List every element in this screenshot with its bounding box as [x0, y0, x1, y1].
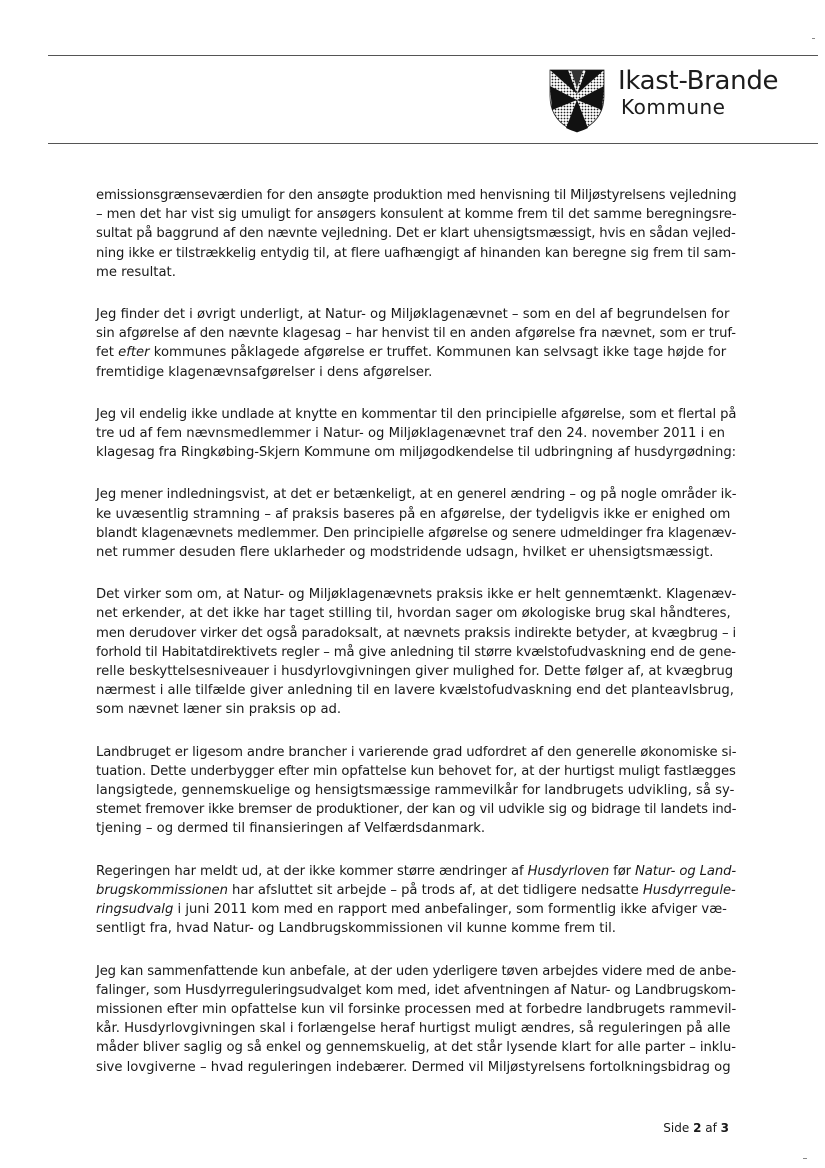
- text-segment: kommunes påklagede afgørelse er truffet. Kommunen kan selvsagt ikke tage højde for: [149, 345, 727, 361]
- text-line: klagesag fra Ringkøbing-Skjern Kommune om miljøgodkendelse til udbringning af husdyrgødning:: [96, 445, 737, 461]
- text-line: relle beskyttelsesniveauer i husdyrlovgivningen giver mulighed for. Dette følger af, at kvægbrug: [96, 664, 734, 680]
- text-line: – men det har vist sig umuligt for ansøgers konsulent at komme frem til det samme beregningsre-: [96, 207, 737, 223]
- body-paragraph: [96, 405, 736, 463]
- logo-subtitle: Kommune: [621, 95, 726, 119]
- body-paragraph: [96, 485, 736, 562]
- scan-mark: [803, 1158, 807, 1159]
- body-paragraph: [96, 862, 736, 939]
- text-line: sive lovgiverne – hvad reguleringen indebærer. Dermed vil Miljøstyrelsens fortolkningsbidrag og: [96, 1059, 731, 1075]
- text-line: me resultat.: [96, 264, 176, 280]
- text-line: tuation. Dette underbygger efter min opfattelse kun behovet for, at der hurtigst muligt fastlægges: [96, 763, 736, 779]
- text-segment: Husdyrregule-: [642, 882, 736, 898]
- text-line: stemet fremover ikke bremser de produktioner, der kan og vil udvikle sig og bidrage til landets ind-: [96, 802, 737, 818]
- text-line: men derudover virker det også paradoksalt, at nævnets praksis indirekte betyder, at kvægbrug – i: [96, 625, 737, 641]
- letter-body: [96, 186, 736, 1100]
- text-line: tre ud af fem nævnsmedlemmer i Natur- og Miljøklagenævnet traf den 24. november 2011 i en: [96, 426, 725, 442]
- text-line: forhold til Habitatdirektivets regler – må give anledning til større kvælstofudvaskning end de gene-: [96, 644, 736, 660]
- text-line: ning ikke er tilstrækkelig entydig til, at flere uafhængigt af hinanden kan beregne sig frem til sam-: [96, 245, 736, 261]
- text-line: som nævnet læner sin praksis op ad.: [96, 702, 342, 718]
- text-segment: fet: [96, 345, 119, 361]
- logo-name: Ikast-Brande: [618, 66, 779, 96]
- text-line: Jeg kan sammenfattende kun anbefale, at der uden yderligere tøven arbejdes videre med de anbe-: [96, 963, 736, 979]
- text-line: sultat på baggrund af den nævnte vejledning. Det er klart uhensigtsmæssigt, hvis en sådan vejled-: [96, 226, 736, 242]
- text-segment: efter: [118, 345, 150, 361]
- text-segment: brugskommissionen: [96, 882, 228, 898]
- text-segment: før: [609, 863, 636, 879]
- header-rule-bottom: [48, 143, 818, 144]
- text-line: [96, 881, 736, 900]
- text-line: net erkender, at det ikke har taget stilling til, hvordan sager om økologiske brug skal håndteres,: [96, 606, 731, 622]
- text-segment: ringsudvalg: [96, 902, 174, 918]
- text-line: Det virker som om, at Natur- og Miljøklagenævnets praksis ikke er helt gennemtænkt. Klagenæv-: [96, 587, 737, 603]
- body-paragraph: [96, 743, 736, 839]
- body-paragraph: [96, 186, 736, 282]
- body-paragraph: [96, 962, 736, 1077]
- text-segment: Natur- og Land-: [635, 863, 736, 879]
- text-line: blandt klagenævnets medlemmer. Den principielle afgørelse og senere udmeldinger fra klagenæv-: [96, 525, 737, 541]
- page-number-middle: af: [701, 1121, 721, 1135]
- text-line: måder bliver saglig og så enkel og gennemskuelig, at det står lysende klart for alle parter – inklu-: [96, 1040, 737, 1056]
- scan-mark: [812, 38, 815, 39]
- page-number-prefix: Side: [663, 1121, 694, 1135]
- text-line: Jeg finder det i øvrigt underligt, at Natur- og Miljøklagenævnet – som en del af begrundelsen for: [96, 307, 730, 323]
- coat-of-arms-logo: [548, 66, 606, 134]
- text-segment: har afsluttet sit arbejde – på trods af, at det tidligere nedsatte: [227, 882, 643, 898]
- page-number: [663, 1121, 729, 1135]
- header-rule-top: [48, 55, 818, 56]
- text-line: tjening – og dermed til finansieringen af Velfærdsdanmark.: [96, 821, 486, 837]
- page-number-total: 3: [720, 1121, 729, 1135]
- text-line: langsigtede, gennemskuelige og hensigtsmæssige rammevilkår for landbrugets udvikling, så sy-: [96, 783, 735, 799]
- text-segment: Husdyrloven: [527, 863, 610, 879]
- text-line: [96, 343, 736, 362]
- body-paragraph: [96, 305, 736, 382]
- text-segment: Regeringen har meldt ud, at der ikke kommer større ændringer af: [96, 863, 528, 879]
- text-line: missionen efter min opfattelse kun vil forsinke processen med at forbedre landbrugets rammevil-: [96, 1001, 737, 1017]
- text-line: ke uvæsentlig stramning – af praksis baseres på en afgørelse, der tydeligvis ikke er enighed om: [96, 506, 731, 522]
- text-line: emissionsgrænseværdien for den ansøgte produktion med henvisning til Miljøstyrelsens vejledning: [96, 188, 737, 203]
- text-line: [96, 862, 736, 881]
- text-line: Jeg mener indledningsvist, at det er betænkeligt, at en generel ændring – og på nogle områder ik-: [96, 487, 737, 503]
- page-number-current: 2: [693, 1121, 702, 1135]
- text-line: sin afgørelse af den nævnte klagesag – har henvist til en anden afgørelse fra nævnet, som er truf-: [96, 326, 736, 342]
- text-line: falinger, som Husdyrreguleringsudvalget kom med, idet afventningen af Natur- og Landbrugskom-: [96, 982, 736, 998]
- text-segment: i juni 2011 kom med en rapport med anbefalinger, som formentlig ikke afviger væ-: [173, 902, 727, 918]
- text-line: fremtidige klagenævnsafgørelser i dens afgørelser.: [96, 364, 433, 380]
- body-paragraph: [96, 585, 736, 719]
- text-line: Jeg vil endelig ikke undlade at knytte en kommentar til den principielle afgørelse, som et flertal på: [96, 406, 737, 422]
- text-line: kår. Husdyrlovgivningen skal i forlængelse heraf hurtigst muligt ændres, så reguleringen på alle: [96, 1021, 731, 1037]
- text-line: net rummer desuden flere uklarheder og modstridende udsagn, hvilket er uhensigtsmæssigt.: [96, 545, 714, 561]
- text-line: [96, 900, 736, 919]
- text-line: Landbruget er ligesom andre brancher i varierende grad udfordret af den generelle økonomiske si-: [96, 744, 737, 760]
- text-line: nærmest i alle tilfælde giver anledning til en lavere kvælstofudvaskning end det planteavlsbrug,: [96, 683, 734, 699]
- text-line: sentligt fra, hvad Natur- og Landbrugskommissionen vil kunne komme frem til.: [96, 921, 616, 937]
